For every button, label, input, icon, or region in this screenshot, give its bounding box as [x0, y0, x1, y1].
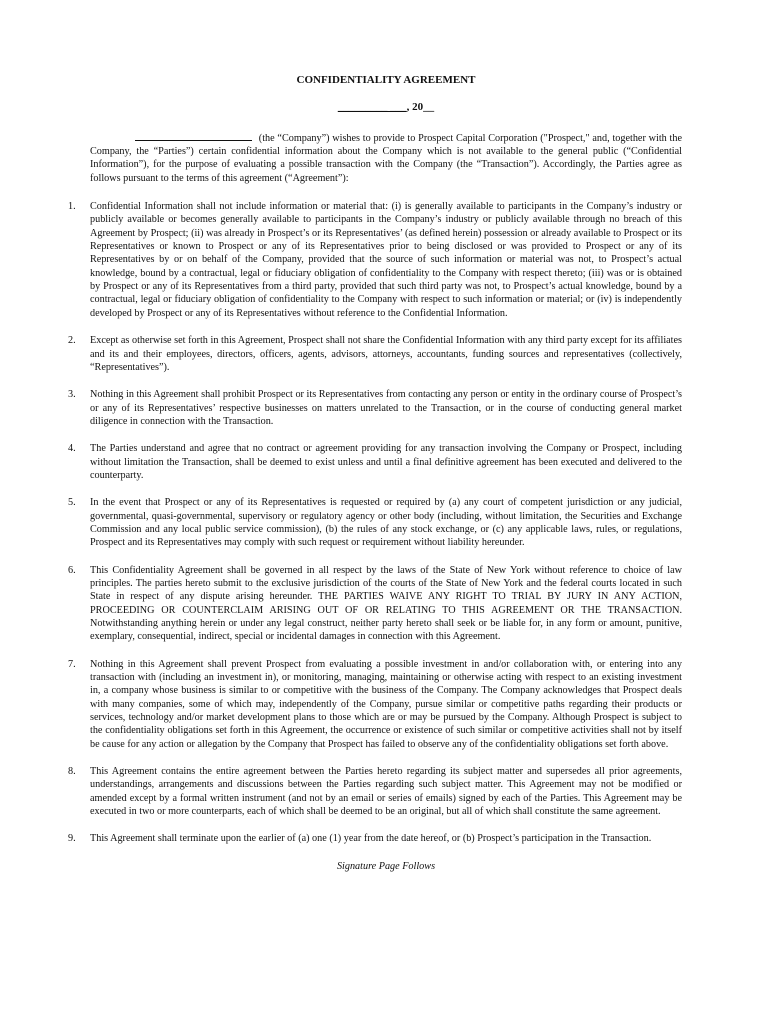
date-year: , 20__	[406, 101, 435, 114]
clause-number: 9.	[68, 833, 76, 845]
clause-item	[68, 564, 682, 644]
clause-text: Nothing in this Agreement shall prevent Prospect from evaluating a possible investment in and/or collaboration with, or entering into any transaction with (including an investment in), or monitoring, managing, maintaining or otherwise acting with respect to an existing investment in, a company whose business is similar to or competitive with the business of the Company. The Company acknowledges that Prospect deals with many companies, some of which may, independently of the Company, pursue similar or competitive paths regarding their products or services, technology and/or market development plans to those which are or may be pursued by the Company. Although Prospect is subject to the confidentiality obligations set forth in this Agreement, the occurrence or existence of such similar or competitive activities shall not by itself be cause for any action or allegation by the Company that Prospect has failed to observe any of the confidentiality obligations set forth above.	[90, 658, 682, 750]
clause-item	[68, 765, 682, 818]
clause-number: 5.	[68, 497, 76, 509]
company-name-blank	[135, 131, 252, 141]
clause-item	[68, 496, 682, 549]
clause-text: In the event that Prospect or any of its Representatives is requested or required by (a) any court of competent jurisdiction or any judicial, governmental, quasi-governmental, supervisory or regulatory agency or other body (including, without limitation, the Securities and Exchange Commission and any local public service commission), (b) the rules of any stock exchange, or (c) any applicable laws, rules, or regulations, Prospect and its Representatives may comply with such request or requirement without liability hereunder.	[90, 497, 682, 549]
clause-number: 6.	[68, 564, 76, 576]
clause-list	[68, 200, 682, 846]
clause-item	[68, 658, 682, 751]
clause-number: 7.	[68, 658, 76, 670]
clause-text: This Agreement contains the entire agreement between the Parties hereto regarding its subject matter and supersedes all prior agreements, understandings, arrangements and discussions between the Parties regarding such subject matter. This Agreement may not be modified or amended except by a formal written instrument (and not by an email or series of emails) signed by each of the Parties. This Agreement may be executed in two or more counterparts, each of which shall be deemed to be an original, but all of which shall constitute the same agreement.	[90, 766, 682, 818]
date-line	[90, 101, 682, 114]
clause-text: Nothing in this Agreement shall prohibit Prospect or its Representatives from contacting any person or entity in the ordinary course of Prospect’s or any of its Representatives’ respective businesses on matters unrelated to the Transaction, or in the course of conducting general market diligence in connection with the Transaction.	[90, 389, 682, 427]
clause-text: This Agreement shall terminate upon the earlier of (a) one (1) year from the date hereof, or (b) Prospect’s participation in the Transaction.	[90, 833, 652, 845]
clause-text: This Confidentiality Agreement shall be governed in all respect by the laws of the State of New York without reference to choice of law principles. The parties hereto submit to the exclusive jurisdiction of the courts of the State of New York and the federal courts located in such State in respect of any dispute arising hereunder. THE PARTIES WAIVE ANY RIGHT TO TRIAL BY JURY IN ANY ACTION, PROCEEDING OR COUNTERCLAIM ARISING OUT OF OR RELATING TO THIS AGREEMENT OR THE TRANSACTION. Notwithstanding anything herein or under any legal construct, neither party hereto shall seek or be liable for, in any form or amount, punitive, exemplary, consequential, indirect, special or incidental damages in connection with this Agreement.	[90, 564, 682, 643]
clause-item	[68, 442, 682, 482]
clause-text: Except as otherwise set forth in this Agreement, Prospect shall not share the Confidential Information with any third party except for its affiliates and its and their employees, directors, officers, agents, advisors, attorneys, accountants, funding sources and representatives (collectively, “Representatives”).	[90, 335, 682, 373]
clause-text: Confidential Information shall not include information or material that: (i) is generally available to participants in the Company’s industry or publicly available or becomes generally available to participants in the Company’s industry or publicly available through no breach of this Agreement by Prospect; (ii) was already in Prospect’s or its Representatives’ (as defined herein) possession or already available to Prospect or its Representatives or known to Prospect or any of its Representatives prior to being disclosed or was provided to Prospect or any of its Representatives by or on behalf of the Company, provided that the source of such information or material was not, to Prospect’s actual knowledge, bound by a contractual, legal or fiduciary obligation of confidentiality to the Company with respect thereto; (iii) was or is obtained by Prospect or any of its Representatives from a third party, provided that such third party was not, to Prospect’s actual knowledge, bound by a contractual, legal or fiduciary obligation of confidentiality to the Company with respect to such information or material; or (iv) is independently developed by Prospect or any of its Representatives without reference to the Confidential Information.	[90, 201, 682, 319]
clause-number: 8.	[68, 766, 76, 778]
clause-number: 2.	[68, 335, 76, 347]
clause-item	[68, 832, 682, 845]
document-title: CONFIDENTIALITY AGREEMENT	[296, 74, 476, 86]
clause-number: 3.	[68, 389, 76, 401]
clause-item	[68, 388, 682, 428]
date-blank: _________ ___	[337, 101, 407, 114]
clause-item	[68, 200, 682, 320]
intro-text: (the “Company”) wishes to provide to Prospect Capital Corporation ("Prospect," and, together with the Company, the “Parties”) certain confidential information about the Company which is not available to the general public (“Confidential Information”), for the purpose of evaluating a possible transaction with the Company (the “Transaction”). Accordingly, the Parties agree as follows pursuant to the terms of this agreement (“Agreement”):	[90, 132, 682, 184]
clause-item	[68, 334, 682, 374]
clause-number: 4.	[68, 443, 76, 455]
intro-paragraph	[90, 131, 682, 185]
clause-text: The Parties understand and agree that no contract or agreement providing for any transaction involving the Company or Prospect, including without limitation the Transaction, shall be deemed to exist unless and until a final definitive agreement has been executed and delivered to the counterparty.	[90, 443, 682, 481]
signature-page-note: Signature Page Follows	[336, 860, 436, 872]
clause-number: 1.	[68, 201, 76, 213]
